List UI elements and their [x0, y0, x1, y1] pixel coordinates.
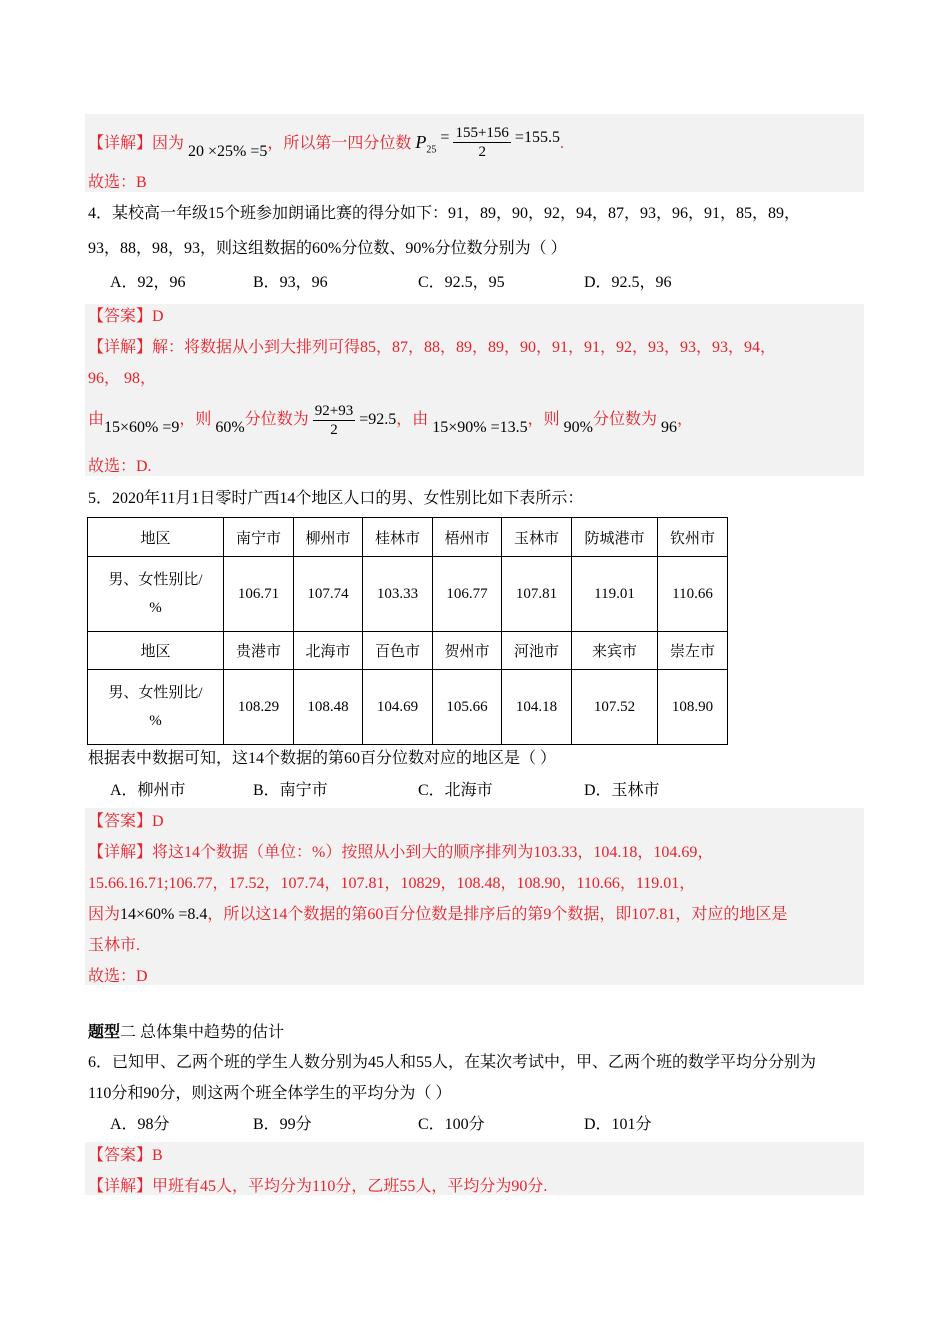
table-row — [88, 557, 728, 632]
q4-choose: 故选：D. — [88, 458, 152, 475]
detail-text: 因为 — [152, 135, 185, 153]
q5-detail-line3 — [88, 904, 787, 926]
table-cell: 贺州市 — [433, 632, 502, 670]
q4-answer: 【答案】D — [88, 308, 164, 325]
math-expr: 90% — [563, 419, 593, 436]
section-heading — [88, 1022, 284, 1044]
math-eq: = — [440, 129, 450, 147]
detail-text: 因为 — [88, 906, 121, 923]
table-cell: 百色市 — [363, 632, 433, 670]
q4-option-d[interactable]: D．92.5，96 — [584, 274, 672, 291]
fraction — [313, 402, 355, 439]
detail-text: 解：将数据从小到大排列可得85，87，88，89，89，90，91，91，92，93，93，93，94， — [152, 339, 777, 356]
header-line: % — [149, 600, 162, 616]
table-cell: 崇左市 — [658, 632, 728, 670]
detail-label: 【详解】 — [88, 1178, 153, 1195]
header-line: 男、女性别比/ — [108, 572, 203, 588]
math-result: =92.5 — [359, 411, 397, 428]
table-cell: 贵港市 — [224, 632, 294, 670]
q6-option-a[interactable]: A．98分 — [110, 1116, 170, 1133]
q5-option-d[interactable]: D．玉林市 — [584, 782, 660, 799]
detail-label: 【详解】 — [88, 135, 153, 153]
detail-text: ，所以这14个数据的第60百分位数是排序后的第9个数据，即107.81，对应的地区是 — [207, 906, 788, 923]
table-cell: 107.74 — [294, 557, 363, 632]
q3-choose: 故选：B — [88, 174, 147, 191]
q4-option-a[interactable]: A．92，96 — [110, 274, 186, 291]
table-cell: 107.52 — [572, 670, 658, 745]
detail-text: 将这14个数据（单位：%）按照从小到大的顺序排列为103.33，104.18，104.69， — [152, 844, 714, 861]
table-cell: 104.69 — [363, 670, 433, 745]
q5-detail-line1 — [88, 842, 713, 864]
table-row — [88, 632, 728, 670]
math-expr: 96 — [661, 419, 677, 436]
table-cell: 梧州市 — [433, 518, 502, 557]
math-expr: 60% — [215, 419, 245, 436]
table-cell: 108.29 — [224, 670, 294, 745]
q4-option-b[interactable]: B．93，96 — [253, 274, 328, 291]
q4-option-c[interactable]: C．92.5，95 — [418, 274, 505, 291]
detail-text: ，由 — [396, 411, 429, 428]
fraction-numerator: 92+93 — [314, 402, 354, 419]
detail-label: 【详解】 — [88, 844, 153, 861]
table-cell: 南宁市 — [224, 518, 294, 557]
table-cell: 107.81 — [502, 557, 572, 632]
q5-detail-line2: 15.66.16.71;106.77，17.52，107.74，107.81，10829，108.48，108.90，110.66，119.01， — [88, 875, 696, 892]
q6-stem-line2: 110分和90分，则这两个班全体学生的平均分为（ ） — [88, 1085, 452, 1102]
table-cell: 桂林市 — [363, 518, 433, 557]
table-cell: 110.66 — [658, 557, 728, 632]
q5-question: 根据表中数据可知，这14个数据的第60百分位数对应的地区是（ ） — [88, 750, 557, 767]
table-cell: 108.48 — [294, 670, 363, 745]
q5-option-a[interactable]: A．柳州市 — [110, 782, 186, 799]
q6-option-c[interactable]: C．100分 — [418, 1116, 485, 1133]
detail-text: ， — [677, 411, 694, 428]
answer-block-q5 — [85, 808, 864, 985]
q4-stem-line2: 93，88，98，93，则这组数据的60%分位数、90%分位数分别为（ ） — [88, 240, 567, 257]
header-line: % — [149, 713, 162, 729]
q6-stem-line1: 6．已知甲、乙两个班的学生人数分别为45人和55人，在某次考试中，甲、乙两个班的数学平均分分别为 — [88, 1054, 817, 1071]
table-cell: 钦州市 — [658, 518, 728, 557]
q4-detail-line1 — [88, 337, 776, 359]
detail-text: ，所以第一四分位数 — [267, 135, 412, 153]
math-result: =155.5 — [514, 129, 560, 147]
table-row — [88, 518, 728, 557]
q5-detail-line4: 玉林市. — [88, 937, 141, 954]
math-expr: 15×90% =13.5 — [432, 419, 528, 436]
table-cell: 防城港市 — [572, 518, 658, 557]
detail-text: 甲班有45人，平均分为110分，乙班55人，平均分为90分. — [152, 1178, 548, 1195]
sex-ratio-table — [87, 517, 728, 745]
table-header-cell: 地区 — [88, 632, 224, 670]
section-label: 题型 — [88, 1024, 121, 1041]
header-line: 男、女性别比/ — [108, 685, 203, 701]
q3-detail-line — [88, 126, 564, 163]
fraction-denominator: 2 — [330, 421, 338, 438]
q4-stem-line1: 4．某校高一年级15个班参加朗诵比赛的得分如下：91，89，90，92，94，87，93，96，91，85，89， — [88, 205, 801, 222]
q6-option-d[interactable]: D．101分 — [584, 1116, 652, 1133]
table-cell: 105.66 — [433, 670, 502, 745]
fraction — [453, 124, 510, 161]
q6-detail-line1 — [88, 1176, 547, 1198]
table-header-cell: 地区 — [88, 518, 224, 557]
math-expr: 20 ×25% =5 — [188, 143, 268, 161]
math-expr: 14×60% =8.4 — [120, 906, 208, 923]
detail-text: 分位数为 — [244, 411, 309, 428]
detail-text: . — [559, 135, 564, 153]
q5-option-c[interactable]: C．北海市 — [418, 782, 493, 799]
table-cell: 柳州市 — [294, 518, 363, 557]
q4-detail-line3 — [88, 400, 693, 440]
answer-block-q4 — [85, 304, 864, 476]
fraction-numerator: 155+156 — [455, 125, 509, 141]
math-symbol: P — [415, 132, 427, 153]
q5-option-b[interactable]: B．南宁市 — [253, 782, 328, 799]
fraction-denominator: 2 — [478, 144, 486, 160]
table-cell: 来宾市 — [572, 632, 658, 670]
math-expr: 15×60% =9 — [104, 419, 180, 436]
q5-answer: 【答案】D — [88, 813, 164, 830]
q4-detail-line2: 96， 98， — [88, 370, 157, 387]
math-subscript: 25 — [426, 144, 437, 156]
detail-label: 【详解】 — [88, 339, 153, 356]
table-cell: 106.71 — [224, 557, 294, 632]
detail-text: 由 — [88, 411, 105, 428]
detail-text: ，则 — [179, 411, 212, 428]
detail-text: 分位数为 — [592, 411, 657, 428]
table-header-cell — [88, 670, 224, 745]
table-cell: 103.33 — [363, 557, 433, 632]
table-cell: 106.77 — [433, 557, 502, 632]
table-cell: 119.01 — [572, 557, 658, 632]
table-row — [88, 670, 728, 745]
q6-answer: 【答案】B — [88, 1147, 163, 1164]
table-cell: 104.18 — [502, 670, 572, 745]
detail-text: ，则 — [527, 411, 560, 428]
table-cell: 河池市 — [502, 632, 572, 670]
table-cell: 玉林市 — [502, 518, 572, 557]
q6-option-b[interactable]: B．99分 — [253, 1116, 312, 1133]
section-title: 二 总体集中趋势的估计 — [120, 1024, 285, 1041]
q5-choose: 故选：D — [88, 968, 148, 985]
q5-stem: 5．2020年11月1日零时广西14个地区人口的男、女性别比如下表所示： — [88, 490, 584, 507]
table-cell: 北海市 — [294, 632, 363, 670]
table-header-cell — [88, 557, 224, 632]
table-cell: 108.90 — [658, 670, 728, 745]
